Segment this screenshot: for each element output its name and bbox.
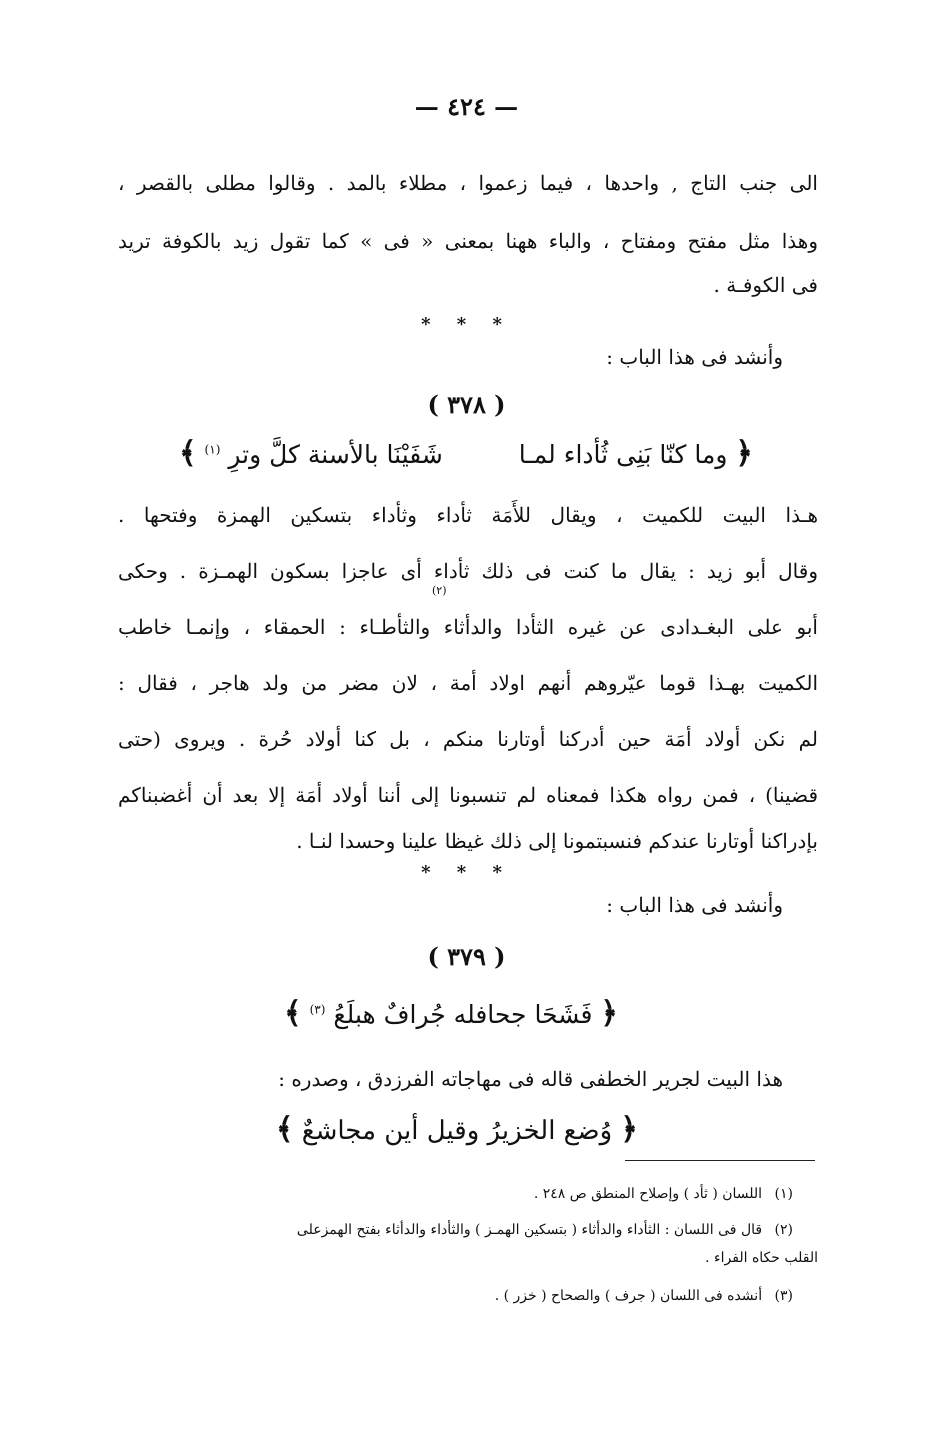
paragraph2-line-6: قضينا) ، فمن رواه هكذا فمعناه لم تنسبونا إلى أننا أولاد أمَة إلا بعد أن أغضبناكم <box>118 783 818 807</box>
paragraph3: هذا البيت لجرير الخطفى قاله فى مهاجاته الفرزدق ، وصدره : <box>278 1067 783 1091</box>
verse-open-bracket: ﴿ <box>620 1112 638 1147</box>
paragraph1-line-3: فى الكوفـة . <box>713 273 818 297</box>
paragraph1-line-2: وهذا مثل مفتح ومفتاح ، والباء ههنا بمعنى « فى » كما تقول زيد بالكوفة تريد <box>118 229 818 253</box>
poem-378-hemistich-2: شَفَيْنَا بالأسنة كلَّ وترِ <box>228 440 443 469</box>
footnote-3-text: أنشده فى اللسان ( جرف ) والصحاح ( خزر ) . <box>494 1288 763 1304</box>
verse-open-bracket: ﴿ <box>735 436 753 471</box>
paragraph2-line-3: أبو على البغـدادى عن غيره الثأدا والدأثاء والثأطـاء : الحمقاء ، وإنمـا خاطب <box>118 615 818 639</box>
sadr-verse-text: وُضع الخزيرُ وقيل أين مجاشعٌ <box>301 1116 613 1146</box>
footnote-1-number: (١) <box>774 1186 793 1202</box>
paragraph1-line-1: الى جنب التاج , واحدها ، فيما زعموا ، مطلاء بالمد . وقالوا مطلى بالقصر ، <box>118 171 818 195</box>
verse-close-bracket: ﴾ <box>284 996 302 1031</box>
footnote-2-text: قال فى اللسان : الثأداء والدأثاء ( بتسكين الهمـز ) والثأداء والدأثاء بفتح الهمزعلى <box>296 1222 763 1238</box>
poem-number-379: ( ٣٧٩ ) <box>427 942 506 971</box>
footnote-1-text: اللسان ( ثأد ) وإصلاح المنطق ص ٢٤٨ . <box>533 1186 763 1202</box>
verse-close-bracket: ﴾ <box>275 1112 294 1147</box>
verse-close-bracket: ﴾ <box>179 436 197 471</box>
footnote-2 <box>93 1218 793 1242</box>
sadr-verse <box>276 1112 638 1149</box>
paragraph2-line-7: بإدراكنا أوتارنا عندكم فنسبتمونا إلى ذلك غيظا علينا وحسدا لنـا . <box>296 829 818 853</box>
page-number: — ٤٢٤ — <box>414 92 519 121</box>
footnote-ref-1: (١) <box>204 442 221 457</box>
footnote-ref-2: (٢) <box>432 584 447 597</box>
poem-378-hemistich-1: وما كنّا بَنِى ثُأداء لمـا <box>518 440 728 469</box>
footnote-ref-3: (٣) <box>309 1002 326 1017</box>
footnote-2-number: (٢) <box>774 1222 793 1238</box>
footnote-3-number: (٣) <box>774 1288 793 1304</box>
poem-378-verse <box>179 436 753 473</box>
intro-label-2: وأنشد فى هذا الباب : <box>606 893 783 917</box>
section-divider-stars-2: * * * <box>421 862 512 883</box>
footnote-3 <box>93 1284 793 1308</box>
paragraph2-line-4: الكميت بهـذا قوما عيّروهم أنهم اولاد أمة ، لان مضر من ولد هاجر ، فقال : <box>118 671 818 695</box>
poem-379-text: فَشَحَا جحافله جُرافٌ هبلَعُ <box>333 1000 593 1029</box>
paragraph2-line-2: وقال أبو زيد : يقال ما كنت فى ذلك ثأداء أى عاجزا بسكون الهمـزة . وحكى <box>118 559 818 583</box>
footnote-1 <box>93 1182 793 1206</box>
paragraph2-line-1: هـذا البيت للكميت ، ويقال للأَمَة ثأداء وثأداء بتسكين الهمزة وفتحها . <box>118 503 818 527</box>
poem-379-verse <box>284 996 618 1033</box>
intro-label-1: وأنشد فى هذا الباب : <box>606 345 783 369</box>
footnote-2-continuation <box>118 1246 818 1270</box>
footnote-separator <box>625 1160 815 1161</box>
paragraph2-line-5: لم نكن أولاد أمَة حين أدركنا أوتارنا منكم ، بل كنا أولاد حُرة . ويروى (حتى <box>118 727 818 751</box>
poem-number-378: ( ٣٧٨ ) <box>427 390 506 419</box>
verse-open-bracket: ﴿ <box>600 996 618 1031</box>
section-divider-stars: * * * <box>421 314 512 335</box>
footnote-2-continuation-text: القلب حكاه الفراء . <box>705 1250 818 1266</box>
